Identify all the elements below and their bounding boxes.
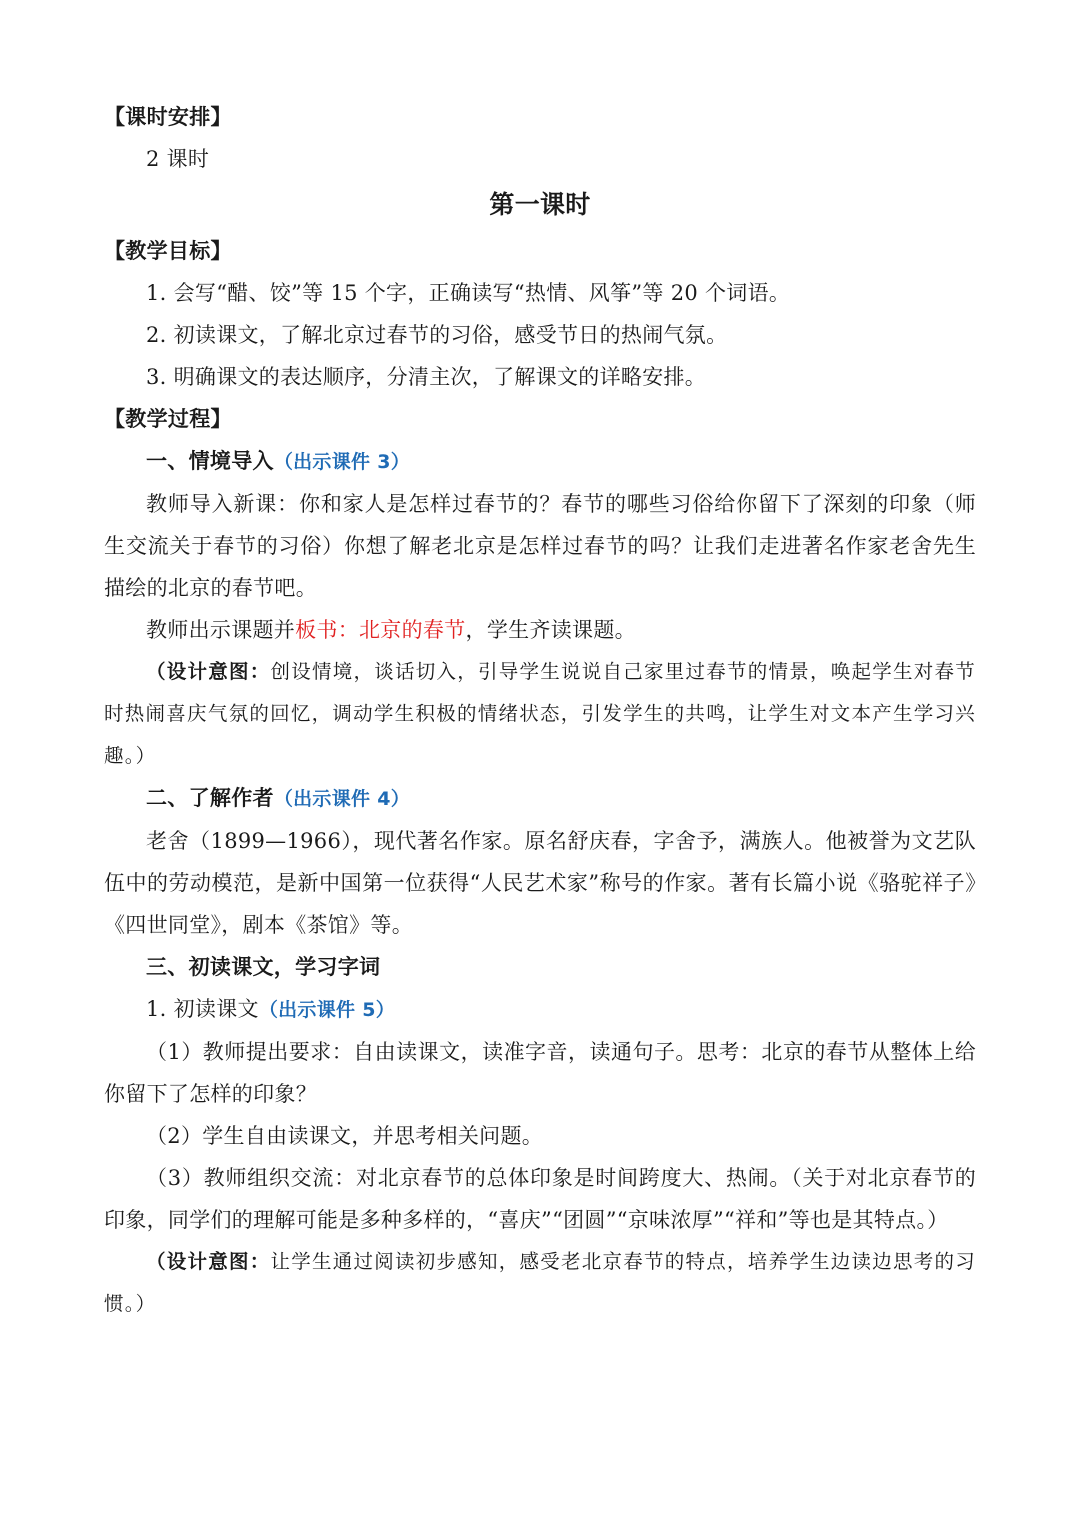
goal-item-2: 2. 初读课文，了解北京过春节的习俗，感受节日的热闹气氛。	[146, 323, 728, 347]
design-note-text: 创设情境，谈话切入，引导学生说说自己家里过春节的情景，唤起学生对春节时热闹喜庆气氛的回忆，调动学生积极的情绪状态，引发学生的共鸣，让学生对文本产生学习兴趣。）	[104, 660, 976, 767]
section-1-paragraph: 教师导入新课：你和家人是怎样过春节的？春节的哪些习俗给你留下了深刻的印象（师生交流关于春节的习俗）你想了解老北京是怎样过春节的吗？让我们走进著名作家老舍先生描绘的北京的春节吧。	[104, 492, 976, 600]
board-writing-line	[104, 609, 976, 651]
section-3-heading: 三、初读课文，学习字词	[146, 954, 381, 979]
design-note-label: （设计意图：	[146, 660, 271, 683]
section-1-title: 一、情境导入	[146, 448, 274, 473]
design-note-label: （设计意图：	[146, 1250, 271, 1273]
goal-item-3: 3. 明确课文的表达顺序，分清主次，了解课文的详略安排。	[146, 365, 707, 389]
teaching-process-heading: 【教学过程】	[104, 406, 232, 431]
goal-item-1: 1. 会写“醋、饺”等 15 个字，正确读写“热情、风筝”等 20 个词语。	[146, 281, 791, 305]
step-2: （2）学生自由读课文，并思考相关问题。	[146, 1124, 544, 1148]
lesson-arrangement-heading: 【课时安排】	[104, 104, 232, 129]
section-3-design-note	[104, 1241, 976, 1325]
section-1-heading	[104, 440, 976, 483]
sub1-slide-ref: （出示课件 5）	[258, 999, 396, 1021]
lesson-arrangement-content: 2 课时	[146, 147, 210, 171]
step-1: （1）教师提出要求：自由读课文，读准字音，读通句子。思考：北京的春节从整体上给你留下了怎样的印象？	[104, 1040, 976, 1106]
step-3: （3）教师组织交流：对北京春节的总体印象是时间跨度大、热闹。（关于对北京春节的印象，同学们的理解可能是多种多样的，“喜庆”“团圆”“京味浓厚”“祥和”等也是其特点。）	[104, 1166, 976, 1232]
section-1-slide-ref: （出示课件 3）	[273, 451, 411, 473]
section-3-sub1-heading	[104, 988, 976, 1031]
teaching-goals-heading: 【教学目标】	[104, 238, 232, 263]
document-page	[104, 96, 976, 1325]
section-2-paragraph: 老舍（1899—1966），现代著名作家。原名舒庆春，字舍予，满族人。他被誉为文艺队伍中的劳动模范，是新中国第一位获得“人民艺术家”称号的作家。著有长篇小说《骆驼祥子》《四世同堂》，剧本《茶馆》等。	[104, 829, 976, 937]
section-2-title: 二、了解作者	[146, 785, 274, 810]
sub1-title: 1. 初读课文	[146, 997, 259, 1021]
board-post-text: ，学生齐读课题。	[465, 618, 636, 642]
board-pre-text: 教师出示课题并	[146, 618, 296, 642]
section-1-design-note	[104, 651, 976, 777]
lesson-title: 第一课时	[489, 190, 591, 219]
design-note-text: 让学生通过阅读初步感知，感受老北京春节的特点，培养学生边读边思考的习惯。）	[104, 1250, 976, 1315]
section-2-slide-ref: （出示课件 4）	[273, 788, 411, 810]
section-2-heading	[104, 777, 976, 820]
board-writing-text: 板书：北京的春节	[295, 618, 466, 642]
